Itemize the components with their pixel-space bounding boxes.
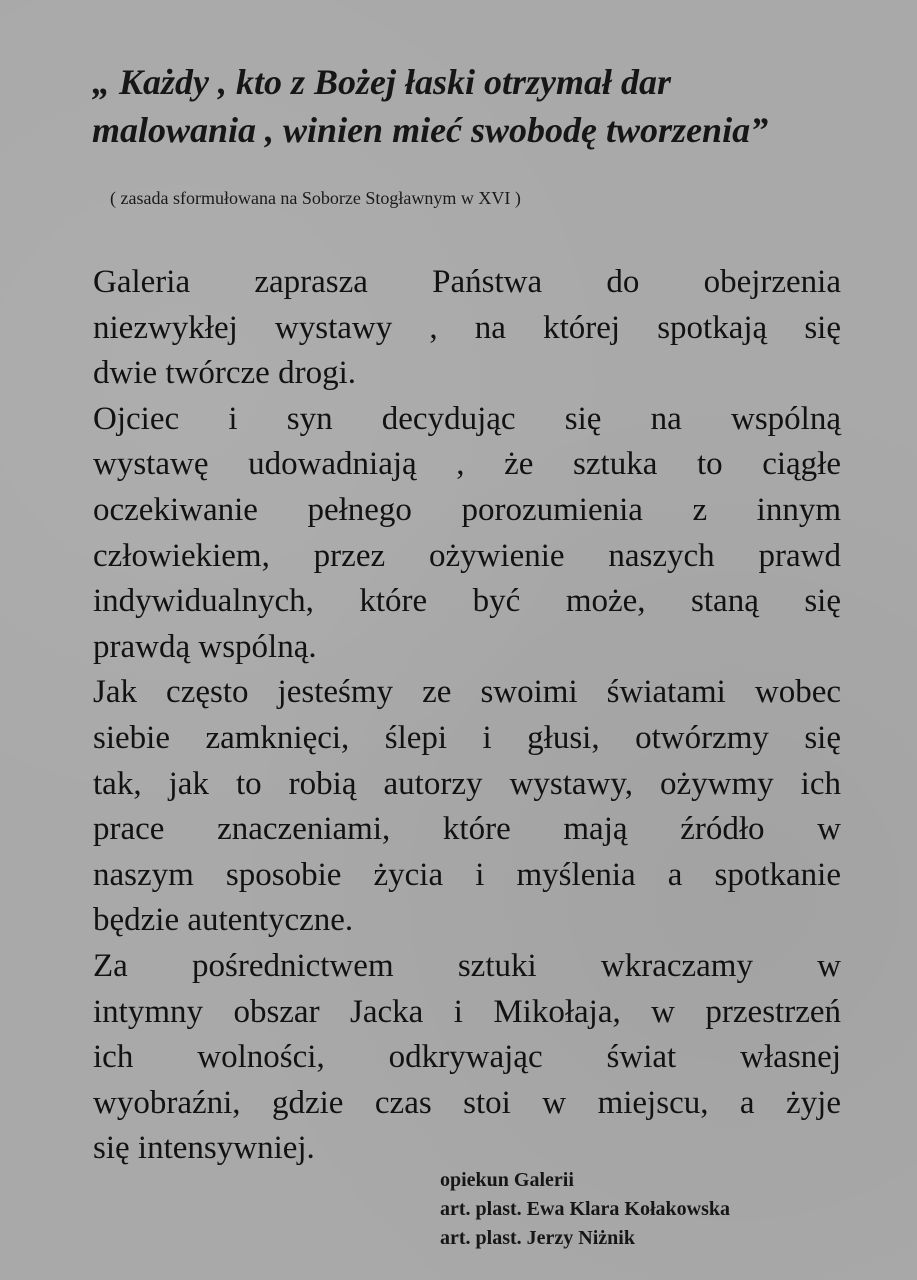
invitation-text xyxy=(93,260,841,1172)
text-line: ich wolności, odkrywając świat własnej xyxy=(93,1039,841,1076)
text-line: Za pośrednictwem sztuki wkraczamy w xyxy=(93,947,841,984)
text-line: niezwykłej wystawy , na której spotkają się xyxy=(93,309,841,346)
text-line: człowiekiem, przez ożywienie naszych prawd xyxy=(93,537,841,574)
text-line: się intensywniej. xyxy=(93,1130,315,1167)
signature-name: art. plast. Ewa Klara Kołakowska xyxy=(440,1198,731,1220)
signature-role: opiekun Galerii xyxy=(440,1169,574,1191)
text-line: oczekiwanie pełnego porozumienia z innym xyxy=(93,491,841,528)
text-line: Jak często jesteśmy ze swoimi światami wobec xyxy=(93,674,841,711)
text-line: prawdą wspólną. xyxy=(93,628,317,665)
text-line: dwie twórcze drogi. xyxy=(93,355,356,392)
epigraph-quote xyxy=(92,58,852,154)
text-line: intymny obszar Jacka i Mikołaja, w przestrzeń xyxy=(93,993,841,1030)
text-line: wyobraźni, gdzie czas stoi w miejscu, a żyje xyxy=(93,1084,841,1121)
text-line: wystawę udowadniają , że sztuka to ciągłe xyxy=(93,446,841,483)
text-line: indywidualnych, które być może, staną się xyxy=(93,583,841,620)
quote-line: malowania , winien mieć swobodę tworzenia” xyxy=(92,110,769,150)
text-line: siebie zamknięci, ślepi i głusi, otwórzmy się xyxy=(93,719,841,756)
text-line: Ojciec i syn decydując się na wspólną xyxy=(93,400,841,437)
text-line: prace znaczeniami, które mają źródło w xyxy=(93,811,841,848)
text-line: naszym sposobie życia i myślenia a spotkanie xyxy=(93,856,841,893)
quote-source-note: ( zasada sformułowana na Soborze Stogławnym w XVI ) xyxy=(110,188,521,208)
signature-block xyxy=(440,1166,730,1253)
text-line: będzie autentyczne. xyxy=(93,902,354,939)
signature-name: art. plast. Jerzy Niżnik xyxy=(440,1227,635,1249)
text-line: tak, jak to robią autorzy wystawy, ożywmy ich xyxy=(93,765,841,802)
text-line: Galeria zaprasza Państwa do obejrzenia xyxy=(93,264,841,300)
quote-line: „ Każdy , kto z Bożej łaski otrzymał dar xyxy=(92,62,672,102)
